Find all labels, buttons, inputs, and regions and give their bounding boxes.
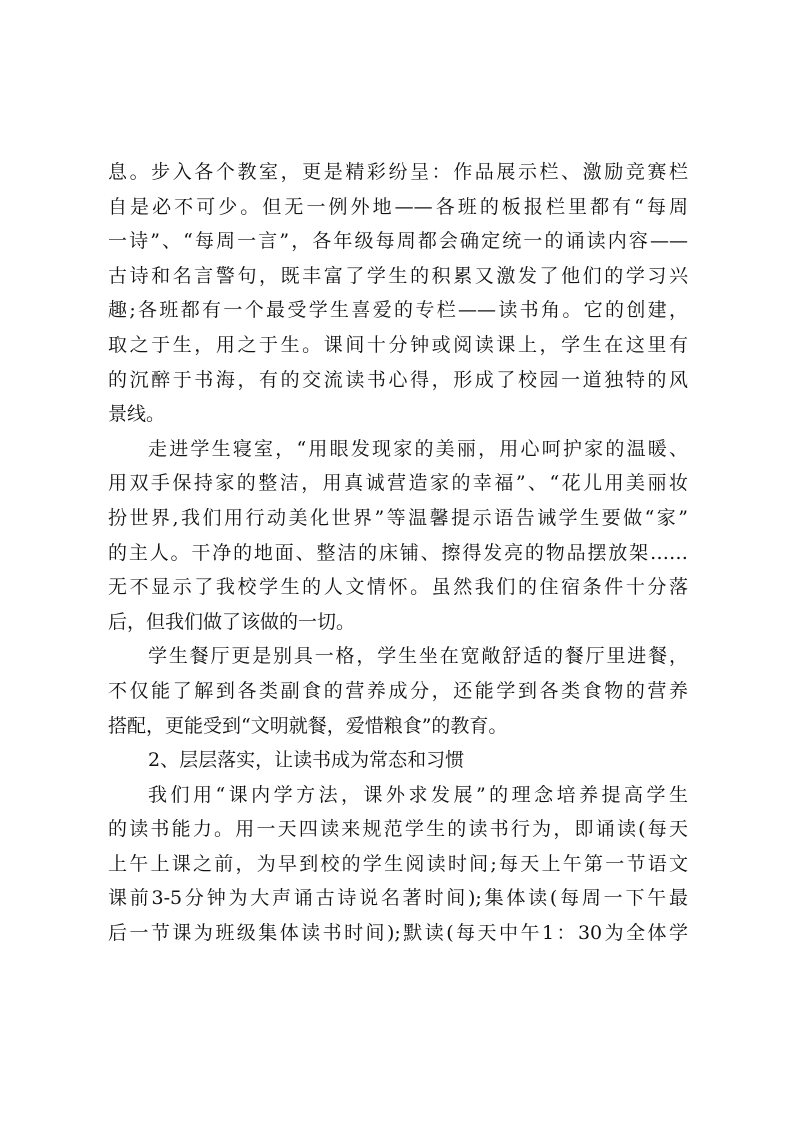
text-line: 我们用“课内学方法，课外求发展”的理念培养提高学生 xyxy=(148,783,688,806)
paragraph xyxy=(108,778,688,951)
text-line: 景线。 xyxy=(108,403,166,426)
text-line: 自是必不可少。但无一例外地——各班的板报栏里都有“每周 xyxy=(108,195,688,218)
paragraph xyxy=(108,432,688,640)
text-line: 后，但我们做了该做的一切。 xyxy=(108,610,356,633)
text-line: 上午上课之前，为早到校的学生阅读时间;每天上午第一节语文 xyxy=(108,852,688,875)
text-line: 走进学生寝室，“用眼发现家的美丽，用心呵护家的温暖、 xyxy=(148,437,688,460)
paragraph xyxy=(108,155,688,432)
text-line: 取之于生，用之于生。课间十分钟或阅读课上，学生在这里有 xyxy=(108,333,688,356)
text-line: 一诗”、“每周一言”，各年级每周都会确定统一的诵读内容—— xyxy=(108,230,688,253)
text-line: 学生餐厅更是别具一格，学生坐在宽敞舒适的餐厅里进餐， xyxy=(148,645,688,668)
text-line: 息。步入各个教室，更是精彩纷呈：作品展示栏、激励竞赛栏 xyxy=(108,161,688,183)
text-line: 2、层层落实，让读书成为常态和习惯 xyxy=(148,749,465,772)
text-line: 搭配，更能受到“文明就餐，爱惜粮食”的教育。 xyxy=(108,714,508,737)
document-page xyxy=(108,155,688,951)
text-line: 趣;各班都有一个最受学生喜爱的专栏——读书角。它的创建， xyxy=(108,299,688,322)
text-line: 的沉醉于书海，有的交流读书心得，形成了校园一道独特的风 xyxy=(108,368,688,391)
paragraph xyxy=(108,639,688,743)
text-line: 古诗和名言警句，既丰富了学生的积累又激发了他们的学习兴 xyxy=(108,264,688,287)
text-line: 课前3-5分钟为大声诵古诗说名著时间);集体读(每周一下午最 xyxy=(108,887,688,910)
paragraph xyxy=(108,743,688,778)
text-line: 扮世界,我们用行动美化世界”等温馨提示语告诫学生要做“家” xyxy=(108,506,688,529)
text-line: 的主人。干净的地面、整洁的床铺、擦得发亮的物品摆放架…… xyxy=(108,541,688,564)
text-line: 后一节课为班级集体读书时间);默读(每天中午1：30为全体学 xyxy=(108,922,688,945)
text-line: 用双手保持家的整洁，用真诚营造家的幸福”、“花儿用美丽妆 xyxy=(108,472,688,495)
text-line: 无不显示了我校学生的人文情怀。虽然我们的住宿条件十分落 xyxy=(108,576,688,599)
text-line: 不仅能了解到各类副食的营养成分，还能学到各类食物的营养 xyxy=(108,679,688,702)
text-line: 的读书能力。用一天四读来规范学生的读书行为，即诵读(每天 xyxy=(108,818,688,841)
